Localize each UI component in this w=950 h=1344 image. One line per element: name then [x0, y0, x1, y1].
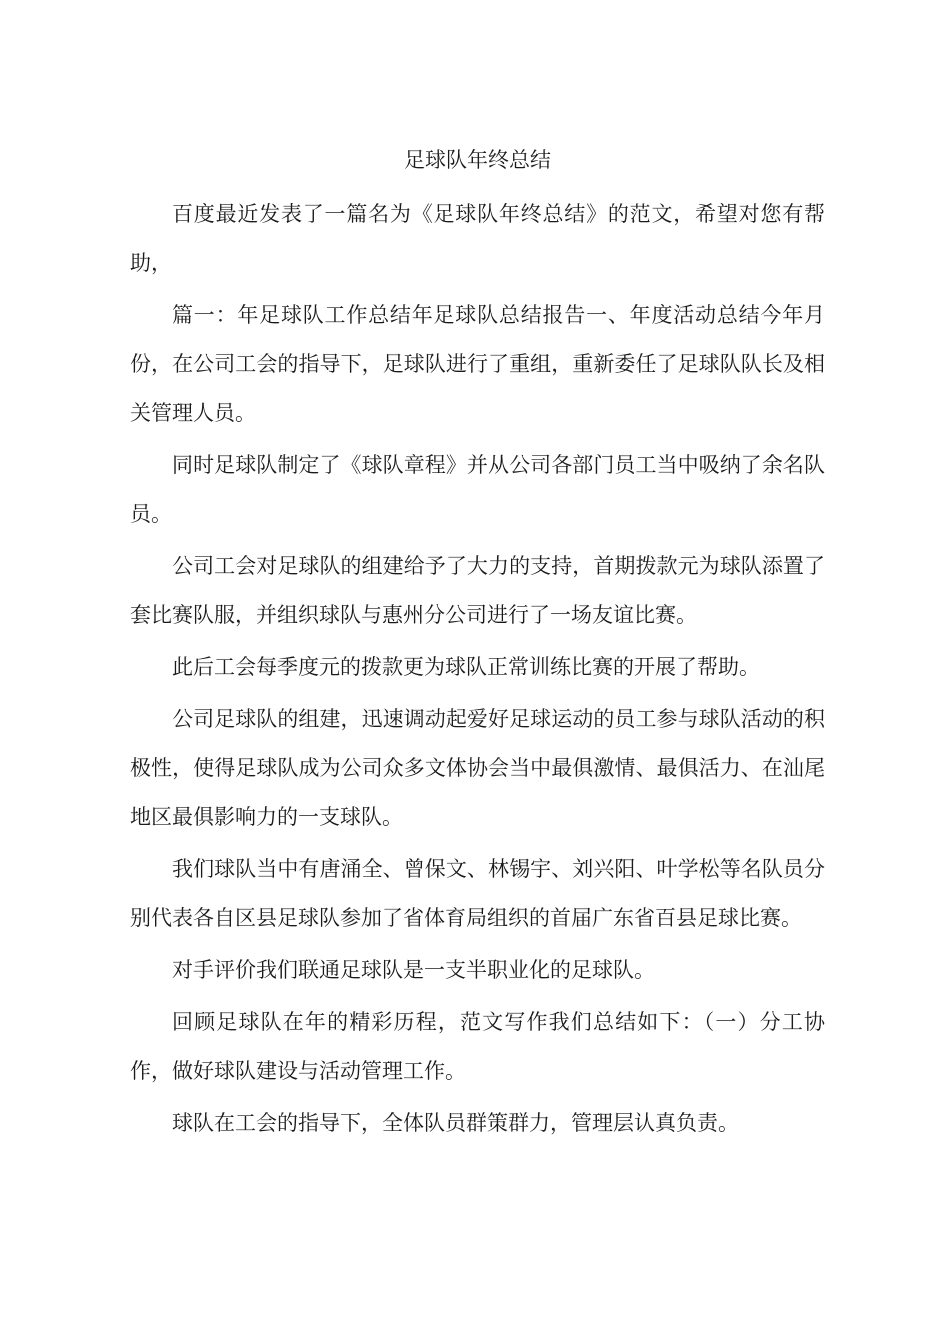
paragraph-part-one: 篇一：年足球队工作总结年足球队总结报告一、年度活动总结今年月份，在公司工会的指导下，足球队进行了重组，重新委任了足球队队长及相关管理人员。 [130, 303, 825, 425]
paragraph-team-formation: 公司足球队的组建，迅速调动起爱好足球运动的员工参与球队活动的积极性，使得足球队成为公司众多文体协会当中最俱激情、最俱活力、在汕尾地区最俱影响力的一支球队。 [130, 707, 825, 829]
paragraph-intro: 百度最近发表了一篇名为《足球队年终总结》的范文，希望对您有帮助， [130, 202, 825, 275]
paragraph-union-support: 公司工会对足球队的组建给予了大力的支持，首期拨款元为球队添置了套比赛队服，并组织球队与惠州分公司进行了一场友谊比赛。 [130, 554, 825, 627]
paragraph-quarterly-funding: 此后工会每季度元的拨款更为球队正常训练比赛的开展了帮助。 [172, 655, 760, 679]
paragraph-review: 回顾足球队在年的精彩历程，范文写作我们总结如下：（一）分工协作，做好球队建设与活动管理工作。 [130, 1010, 825, 1083]
paragraph-players: 我们球队当中有唐涌全、曾保文、林锡宇、刘兴阳、叶学松等名队员分别代表各自区县足球队参加了省体育局组织的首届广东省百县足球比赛。 [130, 857, 825, 930]
document-title: 足球队年终总结 [404, 148, 551, 172]
paragraph-evaluation: 对手评价我们联通足球队是一支半职业化的足球队。 [172, 958, 655, 982]
paragraph-management: 球队在工会的指导下，全体队员群策群力，管理层认真负责。 [172, 1111, 739, 1135]
paragraph-charter: 同时足球队制定了《球队章程》并从公司各部门员工当中吸纳了余名队员。 [130, 453, 825, 526]
document-page [130, 138, 825, 1151]
